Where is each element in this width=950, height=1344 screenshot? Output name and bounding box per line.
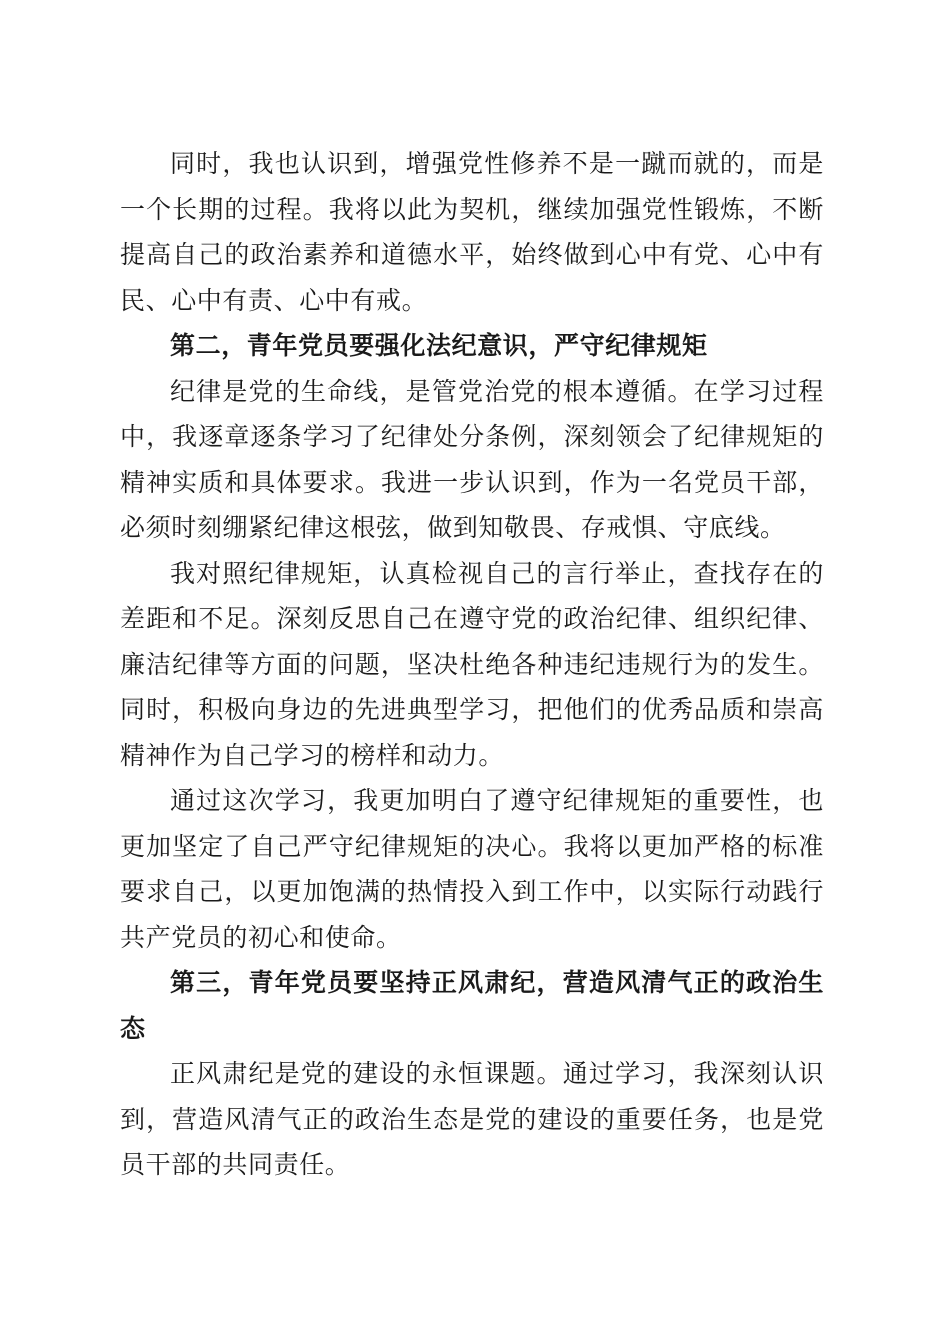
paragraph-discipline-lifeline: 纪律是党的生命线，是管党治党的根本遵循。在学习过程中，我逐章逐条学习了纪律处分条例，深刻领会了纪律规矩的精神实质和具体要求。我进一步认识到，作为一名党员干部，必须时刻绷紧纪律这根弦，做到知敬畏、存戒惧、守底线。 xyxy=(120,376,824,542)
section-heading-second: 第二，青年党员要强化法纪意识，严守纪律规矩 xyxy=(170,331,708,360)
paragraph-study-resolution: 通过这次学习，我更加明白了遵守纪律规矩的重要性，也更加坚定了自己严守纪律规矩的决心。我将以更加严格的标准要求自己，以更加饱满的热情投入到工作中，以实际行动践行共产党员的初心和使命。 xyxy=(120,786,824,952)
paragraph-rectify-conduct: 正风肃纪是党的建设的永恒课题。通过学习，我深刻认识到，营造风清气正的政治生态是党的建设的重要任务，也是党员干部的共同责任。 xyxy=(120,1059,824,1179)
section-heading-third: 第三，青年党员要坚持正风肃纪，营造风清气正的政治生态 xyxy=(120,968,824,1043)
paragraph-party-spirit-conclusion: 同时，我也认识到，增强党性修养不是一蹴而就的，而是一个长期的过程。我将以此为契机，继续加强党性锻炼，不断提高自己的政治素养和道德水平，始终做到心中有党、心中有民、心中有责、心中有戒。 xyxy=(120,149,824,315)
paragraph-self-examination: 我对照纪律规矩，认真检视自己的言行举止，查找存在的差距和不足。深刻反思自己在遵守党的政治纪律、组织纪律、廉洁纪律等方面的问题，坚决杜绝各种违纪违规行为的发生。同时，积极向身边的先进典型学习，把他们的优秀品质和崇高精神作为自己学习的榜样和动力。 xyxy=(120,558,824,770)
document-body xyxy=(120,141,824,1188)
